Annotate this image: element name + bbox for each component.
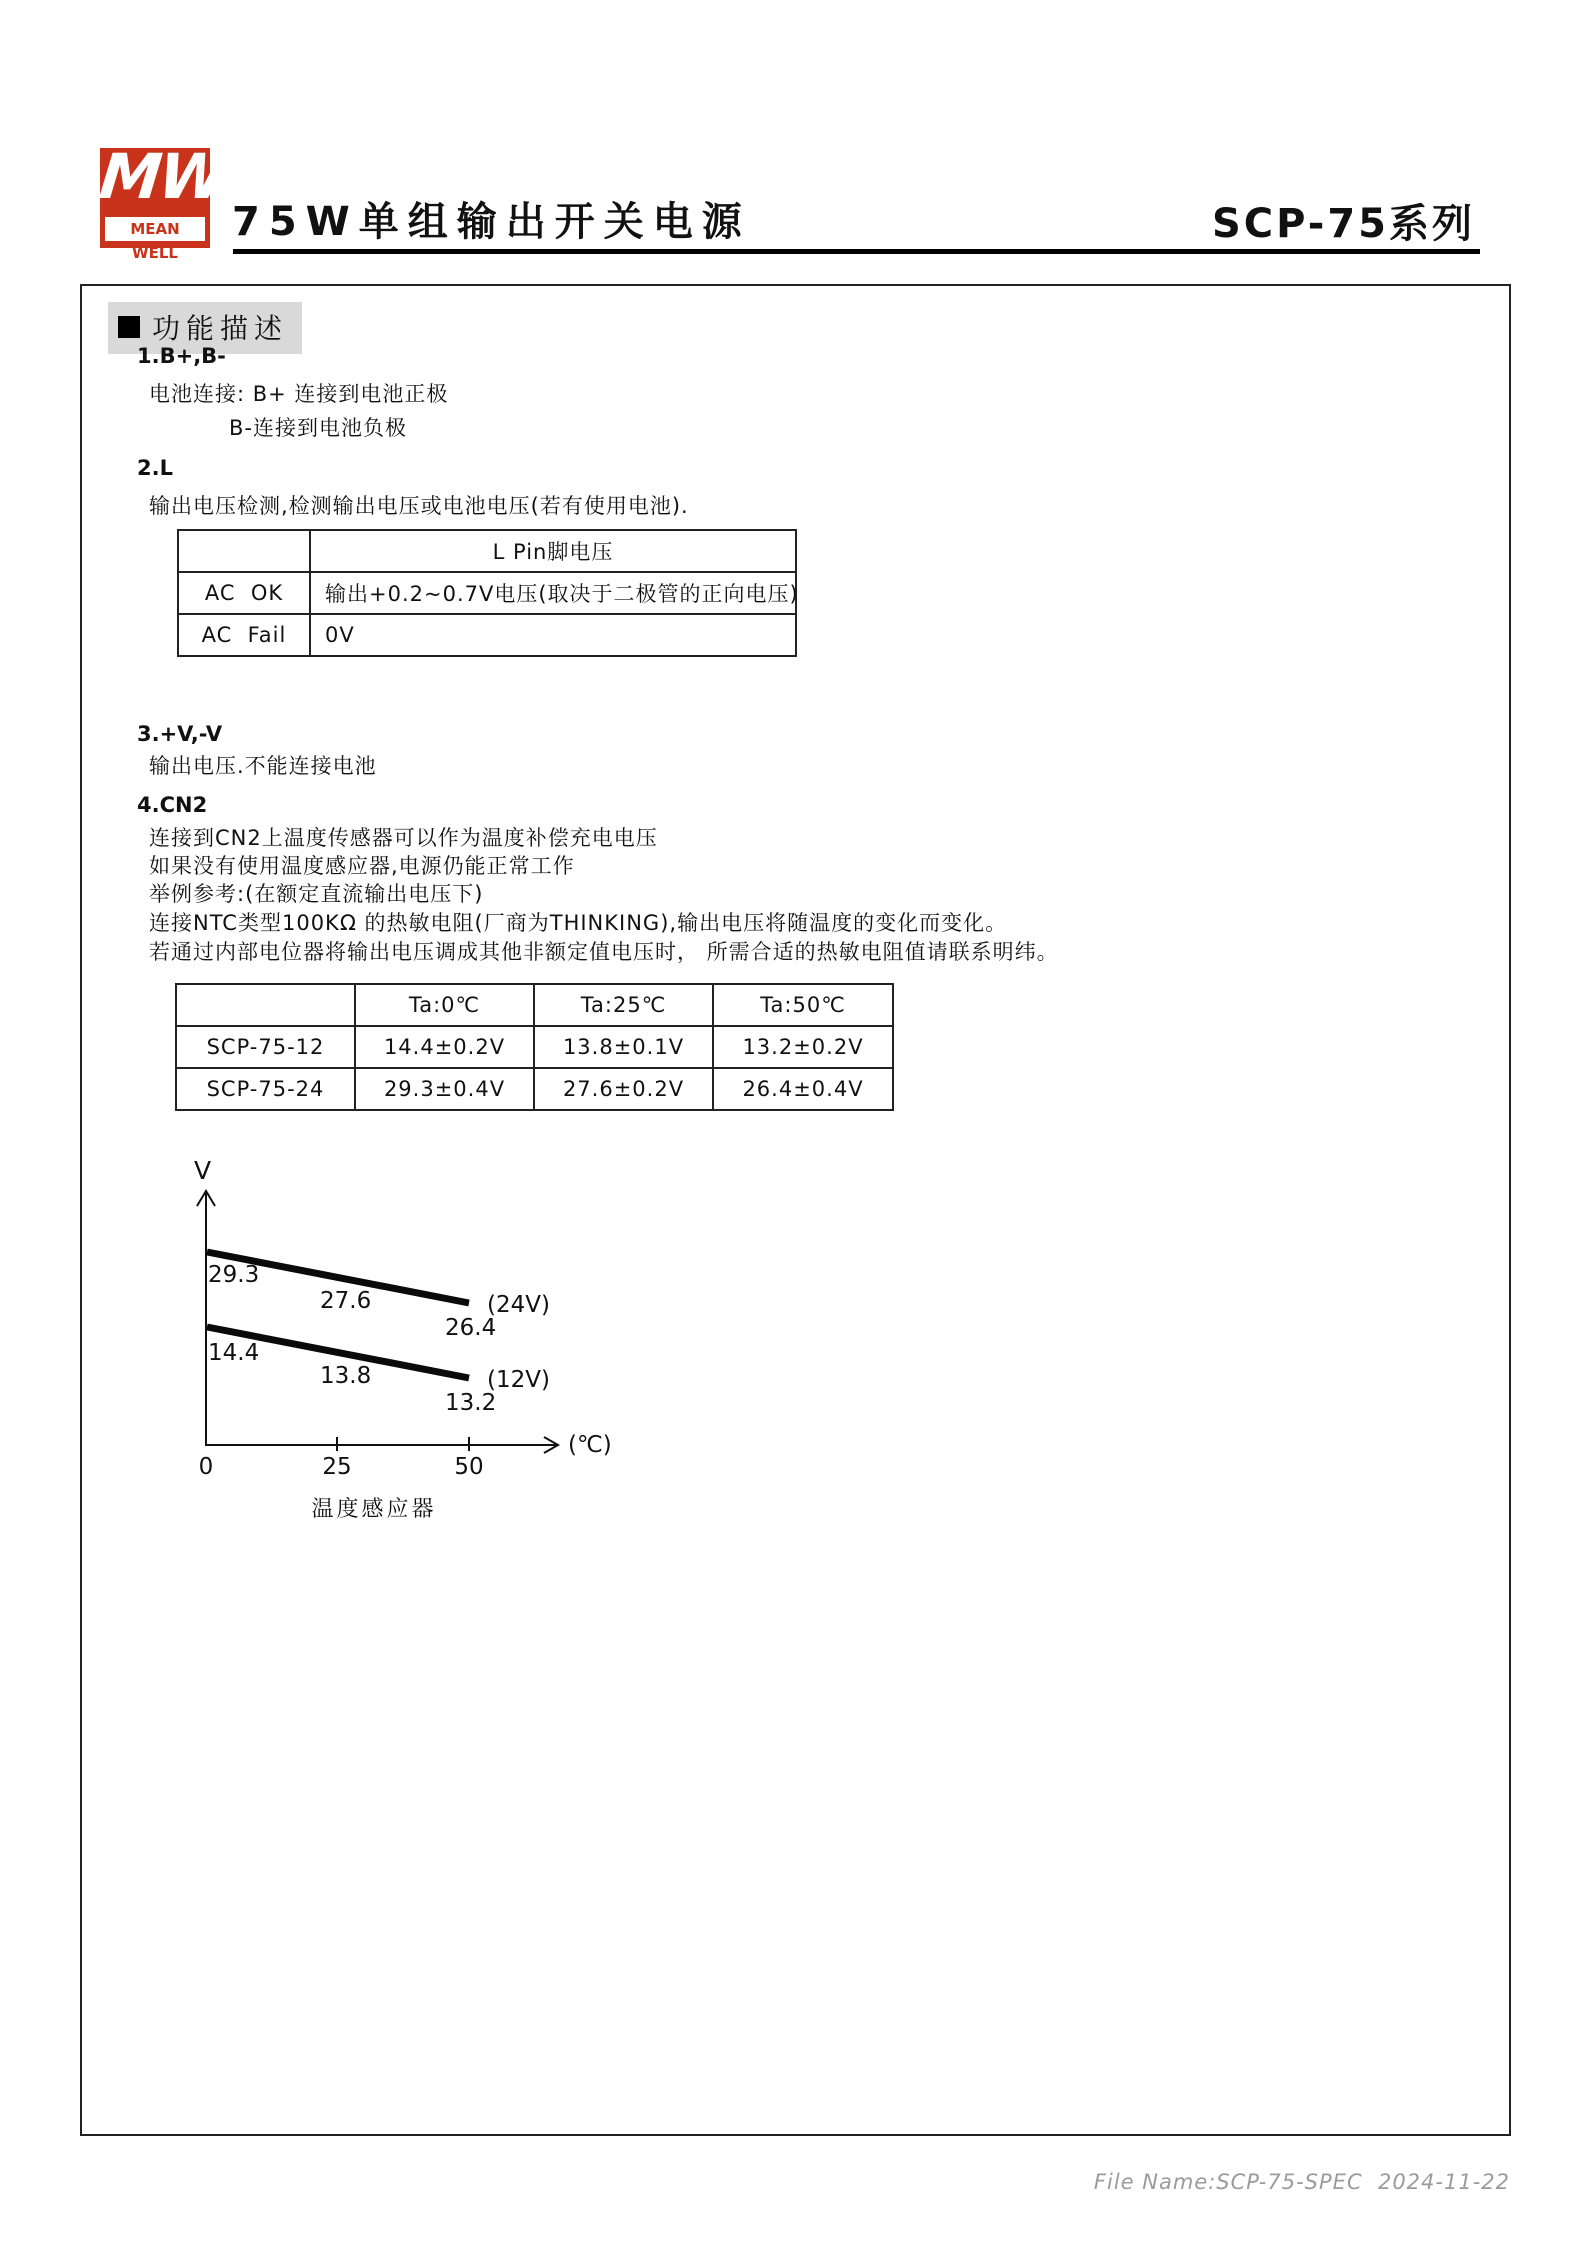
title-underline	[233, 249, 1480, 254]
table-cell: Ta:0℃	[355, 984, 534, 1026]
section-4-line: 如果没有使用温度感应器,电源仍能正常工作	[149, 854, 575, 878]
section-4-title: 4.CN2	[137, 793, 208, 817]
table-cell: 0V	[310, 614, 796, 656]
ta-voltage-table	[175, 983, 894, 1111]
data-label-12v-50: 13.2	[445, 1390, 497, 1416]
table-row	[178, 530, 796, 572]
table-cell: 输出+0.2~0.7V电压(取决于二极管的正向电压)	[310, 572, 796, 614]
table-row	[176, 1068, 893, 1110]
table-cell: SCP-75-24	[176, 1068, 355, 1110]
table-cell: AC Fail	[178, 614, 310, 656]
x-tick-50: 50	[454, 1454, 484, 1480]
section-1-line: 电池连接: B+ 连接到电池正极	[149, 382, 449, 406]
data-label-24v-0: 29.3	[208, 1262, 260, 1288]
table-cell: 13.8±0.1V	[534, 1026, 713, 1068]
table-cell: 14.4±0.2V	[355, 1026, 534, 1068]
table-cell: 29.3±0.4V	[355, 1068, 534, 1110]
x-tick-25: 25	[322, 1454, 352, 1480]
section-4-line: 连接NTC类型100KΩ 的热敏电阻(厂商为THINKING),输出电压将随温度的变化而变化。	[149, 911, 1008, 935]
section-heading-label: 功能描述	[152, 312, 289, 345]
page-title: 75W单组输出开关电源	[232, 199, 751, 245]
file-name-footer: File Name:SCP-75-SPEC 2024-11-22	[1093, 2170, 1510, 2194]
square-bullet-icon	[118, 316, 140, 338]
table-cell: 27.6±0.2V	[534, 1068, 713, 1110]
table-cell: Ta:50℃	[713, 984, 893, 1026]
section-4-line: 若通过内部电位器将输出电压调成其他非额定值电压时， 所需合适的热敏电阻值请联系明纬。	[149, 940, 1059, 964]
section-4-line: 举例参考:(在额定直流输出电压下)	[149, 882, 484, 906]
table-cell: 26.4±0.4V	[713, 1068, 893, 1110]
chart-caption: 温度感应器	[311, 1497, 437, 1522]
table-row	[176, 984, 893, 1026]
series-label-12v: (12V)	[487, 1367, 550, 1393]
table-cell: Ta:25℃	[534, 984, 713, 1026]
section-4-line: 连接到CN2上温度传感器可以作为温度补偿充电电压	[149, 826, 658, 850]
table-cell	[176, 984, 355, 1026]
section-3-title: 3.+V,-V	[137, 722, 223, 746]
section-2-title: 2.L	[137, 456, 173, 480]
mw-brand-label: MEAN WELL	[105, 217, 205, 241]
section-2-line: 输出电压检测,检测输出电压或电池电压(若有使用电池).	[149, 494, 689, 518]
table-row	[176, 1026, 893, 1068]
series-title: SCP-75系列	[1211, 201, 1475, 247]
table-cell: L Pin脚电压	[310, 530, 796, 572]
lpin-voltage-table	[177, 529, 797, 657]
table-cell: 13.2±0.2V	[713, 1026, 893, 1068]
data-label-12v-0: 14.4	[208, 1340, 260, 1366]
x-tick-0: 0	[198, 1454, 214, 1480]
data-label-12v-25: 13.8	[320, 1363, 372, 1389]
temp-compensation-chart	[142, 1156, 702, 1546]
section-1-title: 1.B+,B-	[137, 344, 226, 368]
series-label-24v: (24V)	[487, 1292, 550, 1318]
table-row	[178, 572, 796, 614]
data-label-24v-50: 26.4	[445, 1315, 497, 1341]
section-3-line: 输出电压.不能连接电池	[149, 754, 377, 778]
y-axis-label: V	[194, 1156, 212, 1185]
mw-logo-icon: MW	[96, 140, 228, 213]
table-cell: AC OK	[178, 572, 310, 614]
table-cell	[178, 530, 310, 572]
data-label-24v-25: 27.6	[320, 1288, 372, 1314]
table-cell: SCP-75-12	[176, 1026, 355, 1068]
function-description-box	[80, 284, 1511, 2136]
section-1-line: B-连接到电池负极	[229, 416, 407, 440]
meanwell-logo	[96, 140, 228, 262]
x-axis-label: (℃)	[568, 1432, 612, 1458]
table-row	[178, 614, 796, 656]
